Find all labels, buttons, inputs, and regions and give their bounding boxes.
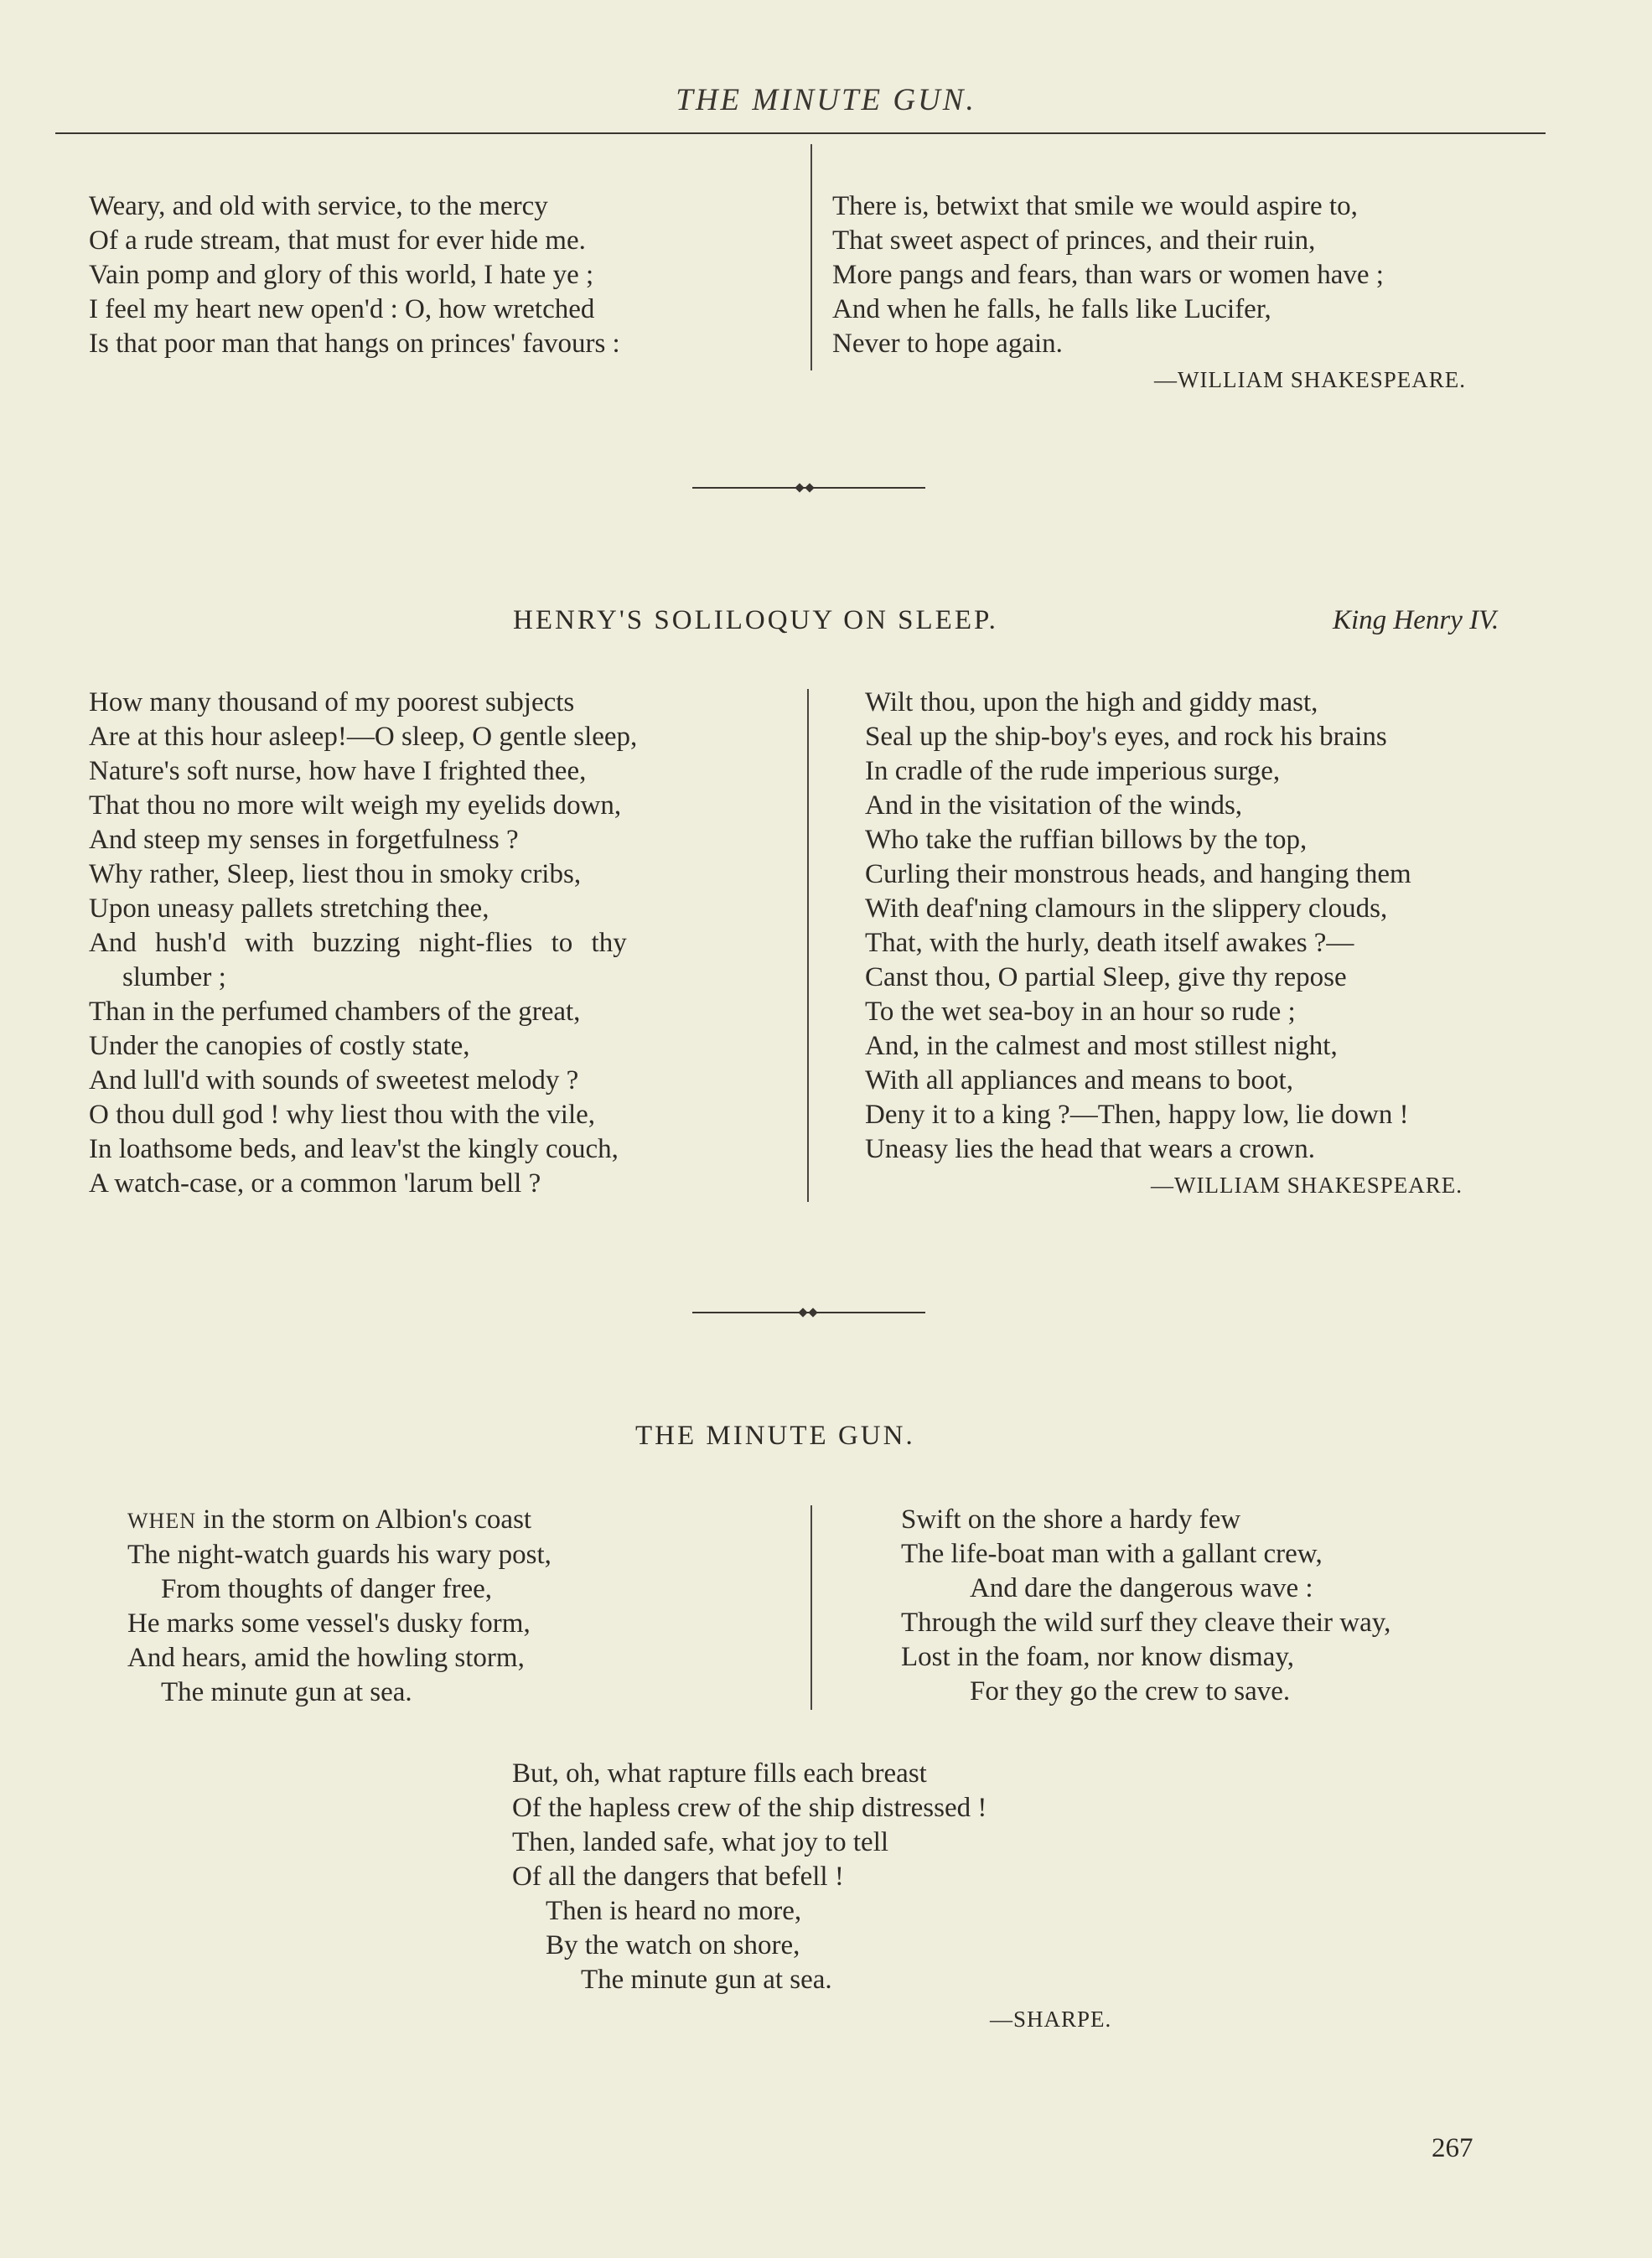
poem-line: Through the wild surf they cleave their way, [901,1608,1391,1638]
page-number: 267 [1432,2133,1473,2163]
poem-line: And lull'd with sounds of sweetest melody ? [89,1065,579,1095]
poem-line: Canst thou, O partial Sleep, give thy repose [865,962,1347,992]
first-line-rest: in the storm on Albion's coast [195,1504,532,1535]
poem-line: slumber ; [122,962,226,992]
attribution-last-name: SHAKESPEARE. [1290,367,1466,392]
poem-line: Wilt thou, upon the high and giddy mast, [865,687,1318,717]
minute-gun-center-stanza [512,1757,987,1997]
minute-gun-right-column [901,1503,1390,1709]
attribution-first-name: WILLIAM [1178,367,1284,392]
poem-line: Under the canopies of costly state, [89,1031,470,1061]
poem-line: In cradle of the rude imperious surge, [865,756,1281,786]
attribution-last-name: SHAKESPEARE. [1287,1173,1463,1198]
column-divider [807,689,809,1202]
poem-line: With deaf'ning clamours in the slippery clouds, [865,893,1388,924]
poem-line: From thoughts of danger free, [161,1574,492,1604]
poem-line: Never to hope again. [832,329,1063,359]
poem-line: With all appliances and means to boot, [865,1065,1293,1095]
section-title: THE MINUTE GUN. [635,1421,915,1451]
poem-line: And hush'd with buzzing night-flies to thy [89,928,627,958]
minute-gun-attribution [990,2007,1111,2033]
poem-line: Vain pomp and glory of this world, I hate ye ; [89,260,594,290]
poem-line: O thou dull god ! why liest thou with the vile, [89,1100,596,1130]
poem-line: The life-boat man with a gallant crew, [901,1539,1323,1569]
running-head: THE MINUTE GUN. [676,83,976,117]
poem-line: Weary, and old with service, to the mercy [89,191,548,221]
poem-line: And, in the calmest and most stillest night, [865,1031,1338,1061]
wolsey-right-column [832,189,1384,361]
poem-line: Nature's soft nurse, how have I frighted thee, [89,756,587,786]
poem-line: A watch-case, or a common 'larum bell ? [89,1168,541,1199]
poem-line: I feel my heart new open'd : O, how wretched [89,294,595,324]
poem-line: How many thousand of my poorest subjects [89,687,575,717]
poem-line: The minute gun at sea. [581,1965,832,1995]
poem-line: And steep my senses in forgetfulness ? [89,825,519,855]
poem-line: That, with the hurly, death itself awakes ?— [865,928,1354,958]
poem-line: To the wet sea-boy in an hour so rude ; [865,997,1296,1027]
poem-line: That thou no more wilt weigh my eyelids down, [89,790,622,821]
lead-word: WHEN [127,1509,196,1533]
minute-gun-left-column [127,1503,552,1710]
poem-line: But, oh, what rapture fills each breast [512,1758,927,1789]
attribution-name: SHARPE. [1013,2007,1112,2032]
poem-line: Of a rude stream, that must for ever hide me. [89,225,586,256]
poem-line: The night-watch guards his wary post, [127,1540,552,1570]
poem-line: Than in the perfumed chambers of the great, [89,997,581,1027]
henry-left-column [89,686,637,1201]
attribution-first-name: WILLIAM [1174,1173,1281,1198]
section-ornament [692,484,925,491]
play-reference: King Henry IV. [1333,605,1499,635]
poem-line: And in the visitation of the winds, [865,790,1243,821]
poem-line: He marks some vessel's dusky form, [127,1608,531,1639]
poem-line: Swift on the shore a hardy few [901,1504,1241,1535]
poem-line: And dare the dangerous wave : [970,1573,1313,1603]
poem-line: Upon uneasy pallets stretching thee, [89,893,489,924]
poem-line [127,1503,552,1538]
poem-line: Then, landed safe, what joy to tell [512,1827,889,1857]
poem-line: For they go the crew to save. [970,1676,1291,1706]
poem-line: By the watch on shore, [546,1930,800,1960]
poem-line: More pangs and fears, than wars or women have ; [832,260,1384,290]
poem-line: Seal up the ship-boy's eyes, and rock his brains [865,722,1387,752]
poem-line: Are at this hour asleep!—O sleep, O gentle sleep, [89,722,638,752]
column-divider [810,1505,812,1710]
poem-line: Curling their monstrous heads, and hanging them [865,859,1411,889]
poem-line: Of all the dangers that befell ! [512,1862,844,1892]
poem-line: Is that poor man that hangs on princes' favours : [89,329,620,359]
column-divider [810,144,812,370]
poem-line: And when he falls, he falls like Lucifer, [832,294,1271,324]
poem-line: There is, betwixt that smile we would aspire to, [832,191,1358,221]
attribution-dash: — [1151,1173,1174,1198]
poem-line: Lost in the foam, nor know dismay, [901,1642,1294,1672]
header-rule [55,132,1546,134]
poem-line: Who take the ruffian billows by the top, [865,825,1308,855]
poem-line: In loathsome beds, and leav'st the kingly couch, [89,1134,619,1164]
section-title: HENRY'S SOLILOQUY ON SLEEP. [513,605,998,635]
henry-right-column [865,686,1411,1167]
poem-line: Then is heard no more, [546,1896,802,1926]
poem-line: The minute gun at sea. [161,1677,412,1707]
attribution-dash: — [1154,367,1178,392]
section-ornament [692,1309,925,1316]
henry-attribution [1151,1173,1463,1199]
wolsey-attribution [1154,367,1466,393]
poem-line: Of the hapless crew of the ship distressed ! [512,1793,987,1823]
poem-line: Why rather, Sleep, liest thou in smoky cribs, [89,859,582,889]
attribution-dash: — [990,2007,1013,2032]
poem-line: Uneasy lies the head that wears a crown. [865,1134,1315,1164]
poem-line: That sweet aspect of princes, and their ruin, [832,225,1316,256]
poem-line: Deny it to a king ?—Then, happy low, lie down ! [865,1100,1409,1130]
poem-line: And hears, amid the howling storm, [127,1643,525,1673]
wolsey-left-column [89,189,620,361]
